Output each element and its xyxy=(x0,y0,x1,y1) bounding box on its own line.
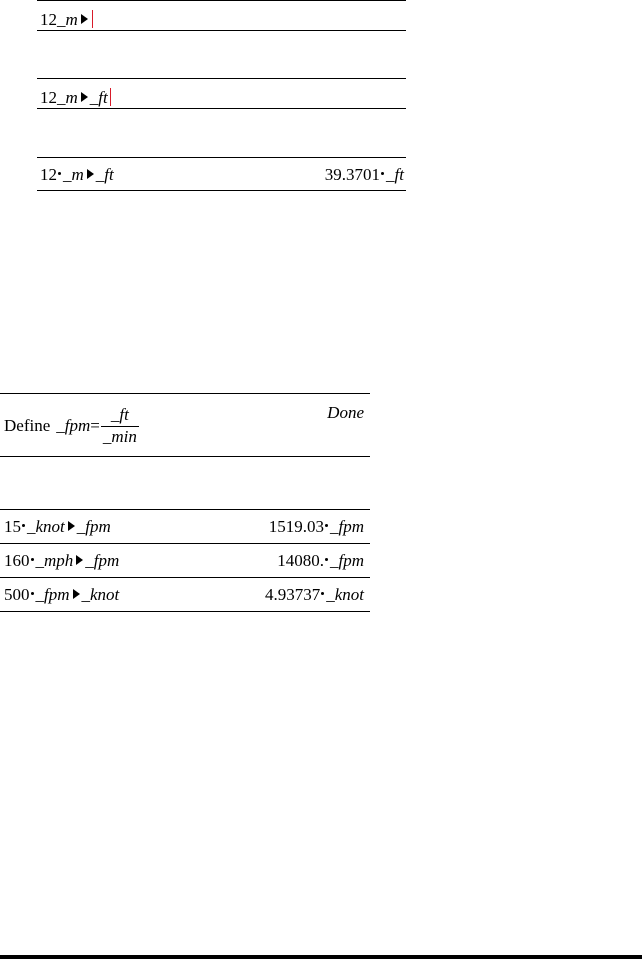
result-unit: _fpm xyxy=(330,550,364,570)
expr-unit-from: _fpm xyxy=(35,584,70,604)
convert-triangle-icon xyxy=(76,555,83,565)
convert-triangle-icon xyxy=(68,521,75,531)
page-bottom-rule xyxy=(0,955,642,959)
entry-input-2[interactable] xyxy=(37,85,111,106)
expr-value: 500 xyxy=(4,584,30,604)
history-result[interactable] xyxy=(325,166,406,183)
entry-unit: _m xyxy=(57,9,78,29)
multiply-dot-icon xyxy=(31,592,34,595)
fraction-denominator: _min xyxy=(102,426,137,446)
define-keyword: Define xyxy=(4,416,51,436)
multiply-dot-icon xyxy=(22,524,25,527)
expr-value: 160 xyxy=(4,550,30,570)
expr-unit-to: _fpm xyxy=(85,550,120,570)
expr-unit-to: _ft xyxy=(95,164,114,184)
entry-value: 12 xyxy=(40,9,57,29)
multiply-dot-icon xyxy=(58,172,61,175)
expr-unit-from: _m xyxy=(63,164,84,184)
entry-row-2[interactable] xyxy=(37,82,406,108)
multiply-dot-icon xyxy=(325,558,328,561)
define-equals: = xyxy=(90,416,100,436)
expr-value: 12 xyxy=(40,164,57,184)
expr-value: 15 xyxy=(4,516,21,536)
define-fraction xyxy=(101,406,139,446)
expr-unit-from: _knot xyxy=(27,516,65,536)
convert-triangle-icon xyxy=(87,169,94,179)
result-unit: _ft xyxy=(386,164,404,184)
rule-bottom-1 xyxy=(37,30,406,31)
entry-unit-from: _m xyxy=(57,87,78,107)
rule-top-2 xyxy=(37,78,406,79)
entry-unit-to: _ft xyxy=(89,87,108,107)
rule-bottom-3 xyxy=(37,190,406,191)
history-expression[interactable] xyxy=(0,518,111,535)
rule-bottom-define xyxy=(0,456,370,457)
expr-unit-to: _fpm xyxy=(76,516,111,536)
rule-bottom-2 xyxy=(37,108,406,109)
history-expression[interactable] xyxy=(0,586,119,603)
define-result[interactable]: Done xyxy=(327,403,364,422)
result-unit: _fpm xyxy=(330,516,364,536)
history-row-1[interactable] xyxy=(37,161,406,187)
history-result[interactable] xyxy=(277,552,370,569)
result-value: 14080. xyxy=(277,550,324,570)
row-divider xyxy=(0,543,370,544)
multiply-dot-icon xyxy=(321,592,324,595)
entry-row-1[interactable] xyxy=(37,4,406,30)
rule-top-1 xyxy=(37,0,406,1)
history-result[interactable] xyxy=(269,518,370,535)
fraction-numerator: _ft xyxy=(110,405,129,424)
result-unit: _knot xyxy=(326,584,364,604)
define-row[interactable] xyxy=(0,394,370,454)
result-value: 4.93737 xyxy=(264,584,321,604)
define-name: _fpm xyxy=(56,416,91,436)
multiply-dot-icon xyxy=(325,524,328,527)
define-expression[interactable] xyxy=(4,406,139,446)
rule-bottom-table xyxy=(0,611,370,612)
convert-triangle-icon xyxy=(81,92,88,102)
multiply-dot-icon xyxy=(381,172,384,175)
entry-value: 12 xyxy=(40,87,57,107)
expr-unit-to: _knot xyxy=(81,584,120,604)
convert-triangle-icon xyxy=(73,589,80,599)
expr-unit-from: _mph xyxy=(35,550,74,570)
history-row-4[interactable] xyxy=(0,581,370,607)
history-row-3[interactable] xyxy=(0,547,370,573)
row-divider xyxy=(0,577,370,578)
multiply-dot-icon xyxy=(31,558,34,561)
rule-top-table xyxy=(0,509,370,510)
text-cursor-icon xyxy=(92,10,93,28)
result-value: 1519.03 xyxy=(268,516,324,536)
history-row-2[interactable] xyxy=(0,513,370,539)
result-value: 39.3701 xyxy=(324,164,381,184)
history-result[interactable] xyxy=(265,586,370,603)
convert-triangle-icon xyxy=(81,14,88,24)
history-expression[interactable] xyxy=(0,552,119,569)
text-cursor-icon xyxy=(110,88,111,106)
rule-top-3 xyxy=(37,157,406,158)
entry-input-1[interactable] xyxy=(37,7,93,28)
history-expression[interactable] xyxy=(37,166,114,183)
